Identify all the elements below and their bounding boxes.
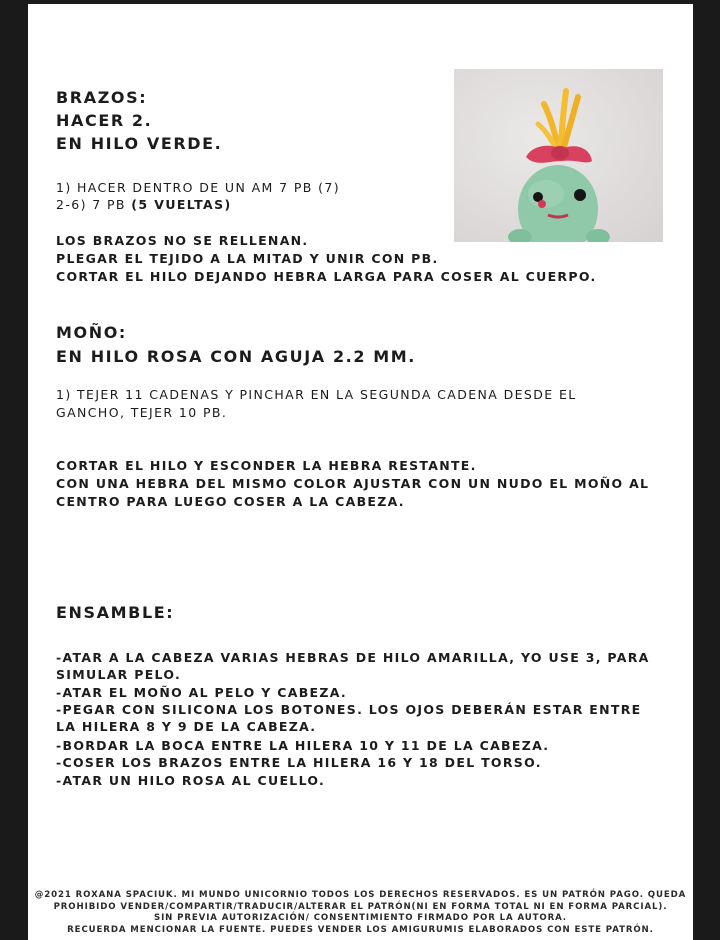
footer-line-4: RECUERDA MENCIONAR LA FUENTE. PUEDES VENDER LOS AMIGURUMIS ELABORADOS CON ESTE PATRÓN. [67, 924, 654, 935]
section-title-ensamble: ENSAMBLE: [56, 603, 175, 622]
footer-line-2: PROHIBIDO VENDER/COMPARTIR/TRADUCIR/ALTERAR EL PATRÓN(NI EN FORMA TOTAL NI EN FORMA PARCIAL). [53, 901, 668, 912]
brazos-note-2: PLEGAR EL TEJIDO A LA MITAD Y UNIR CON PB. [56, 251, 439, 266]
brazos-note-3: CORTAR EL HILO DEJANDO HEBRA LARGA PARA COSER AL CUERPO. [56, 269, 597, 284]
document-page [28, 4, 693, 940]
brazos-step-2-count: (5 VUELTAS) [131, 197, 232, 212]
brazos-yarn: EN HILO VERDE. [56, 134, 223, 153]
footer-line-1: @2021 ROXANA SPACIUK. MI MUNDO UNICORNIO TODOS LOS DERECHOS RESERVADOS. ES UN PATRÓN PAGO. QUEDA [34, 890, 687, 900]
mono-step-1-line-2: GANCHO, TEJER 10 PB. [56, 405, 228, 420]
brazos-step-2 [56, 197, 232, 212]
ensamble-line: -COSER LOS BRAZOS ENTRE LA HILERA 16 Y 18 DEL TORSO. [56, 755, 542, 770]
mono-yarn: EN HILO ROSA CON AGUJA 2.2 MM. [56, 347, 416, 366]
brazos-step-1: 1) HACER DENTRO DE UN AM 7 PB (7) [56, 180, 341, 195]
mono-note-1: CORTAR EL HILO Y ESCONDER LA HEBRA RESTANTE. [56, 458, 477, 473]
section-title-brazos: BRAZOS: [56, 88, 148, 107]
amigurumi-photo [454, 69, 663, 242]
mono-note-2: CON UNA HEBRA DEL MISMO COLOR AJUSTAR CON UN NUDO EL MOÑO AL [56, 476, 650, 491]
brazos-note-1: LOS BRAZOS NO SE RELLENAN. [56, 233, 309, 248]
brazos-quantity: HACER 2. [56, 111, 153, 130]
ensamble-line: -PEGAR CON SILICONA LOS BOTONES. LOS OJOS DEBERÁN ESTAR ENTRE [56, 702, 642, 717]
amigurumi-illustration [454, 69, 663, 242]
ensamble-line: -ATAR UN HILO ROSA AL CUELLO. [56, 773, 326, 788]
copyright-footer [28, 890, 693, 936]
ensamble-line: -ATAR EL MOÑO AL PELO Y CABEZA. [56, 685, 347, 700]
section-title-mono: MOÑO: [56, 323, 127, 342]
mono-step-1-line-1: 1) TEJER 11 CADENAS Y PINCHAR EN LA SEGUNDA CADENA DESDE EL [56, 387, 577, 402]
ensamble-line: -ATAR A LA CABEZA VARIAS HEBRAS DE HILO AMARILLA, YO USE 3, PARA [56, 650, 650, 665]
ensamble-line: SIMULAR PELO. [56, 667, 182, 682]
mono-note-3: CENTRO PARA LUEGO COSER A LA CABEZA. [56, 494, 405, 509]
brazos-step-2-text: 2-6) 7 PB [56, 197, 132, 212]
ensamble-line: LA HILERA 8 Y 9 DE LA CABEZA. [56, 719, 317, 734]
ensamble-line: -BORDAR LA BOCA ENTRE LA HILERA 10 Y 11 DE LA CABEZA. [56, 738, 550, 753]
footer-line-3: SIN PREVIA AUTORIZACIÓN/ CONSENTIMIENTO FIRMADO POR LA AUTORA. [154, 913, 567, 923]
